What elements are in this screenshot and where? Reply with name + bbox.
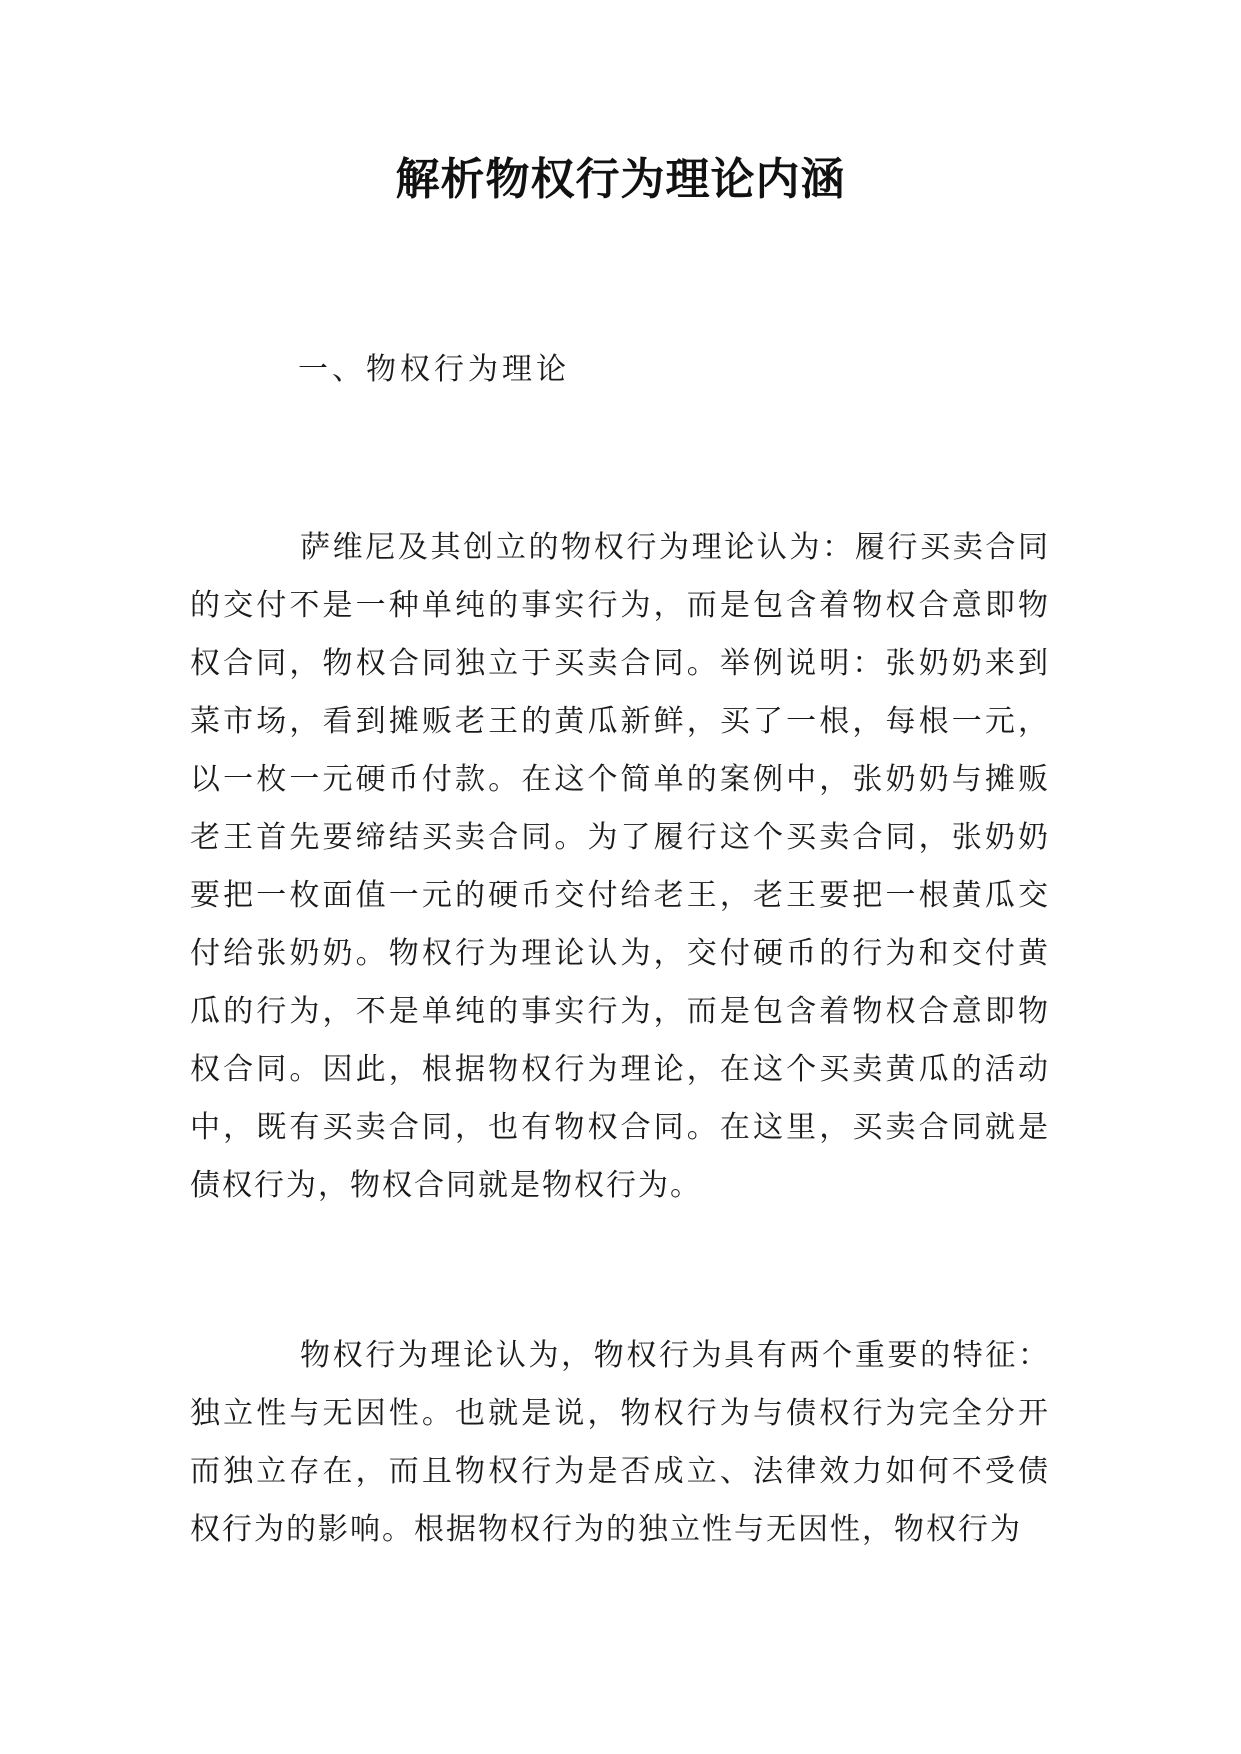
body-paragraph: 萨维尼及其创立的物权行为理论认为：履行买卖合同的交付不是一种单纯的事实行为，而是包含着物权合意即物权合同，物权合同独立于买卖合同。举例说明：张奶奶来到菜市场，看到摊贩老王的黄瓜新鲜，买了一根，每根一元，以一枚一元硬币付款。在这个简单的案例中，张奶奶与摊贩老王首先要缔结买卖合同。为了履行这个买卖合同，张奶奶要把一枚面值一元的硬币交付给老王，老王要把一根黄瓜交付给张奶奶。物权行为理论认为，交付硬币的行为和交付黄瓜的行为，不是单纯的事实行为，而是包含着物权合意即物权合同。因此，根据物权行为理论，在这个买卖黄瓜的活动中，既有买卖合同，也有物权合同。在这里，买卖合同就是债权行为，物权合同就是物权行为。 (190, 530, 1050, 1203)
section-heading: 一、物权行为理论 (298, 352, 570, 387)
document-title: 解析物权行为理论内涵 (395, 154, 846, 205)
body-paragraph: 物权行为理论认为，物权行为具有两个重要的特征：独立性与无因性。也就是说，物权行为与债权行为完全分开而独立存在，而且物权行为是否成立、法律效力如何不受债权行为的影响。根据物权行为的独立性与无因性，物权行为 (190, 1338, 1050, 1547)
